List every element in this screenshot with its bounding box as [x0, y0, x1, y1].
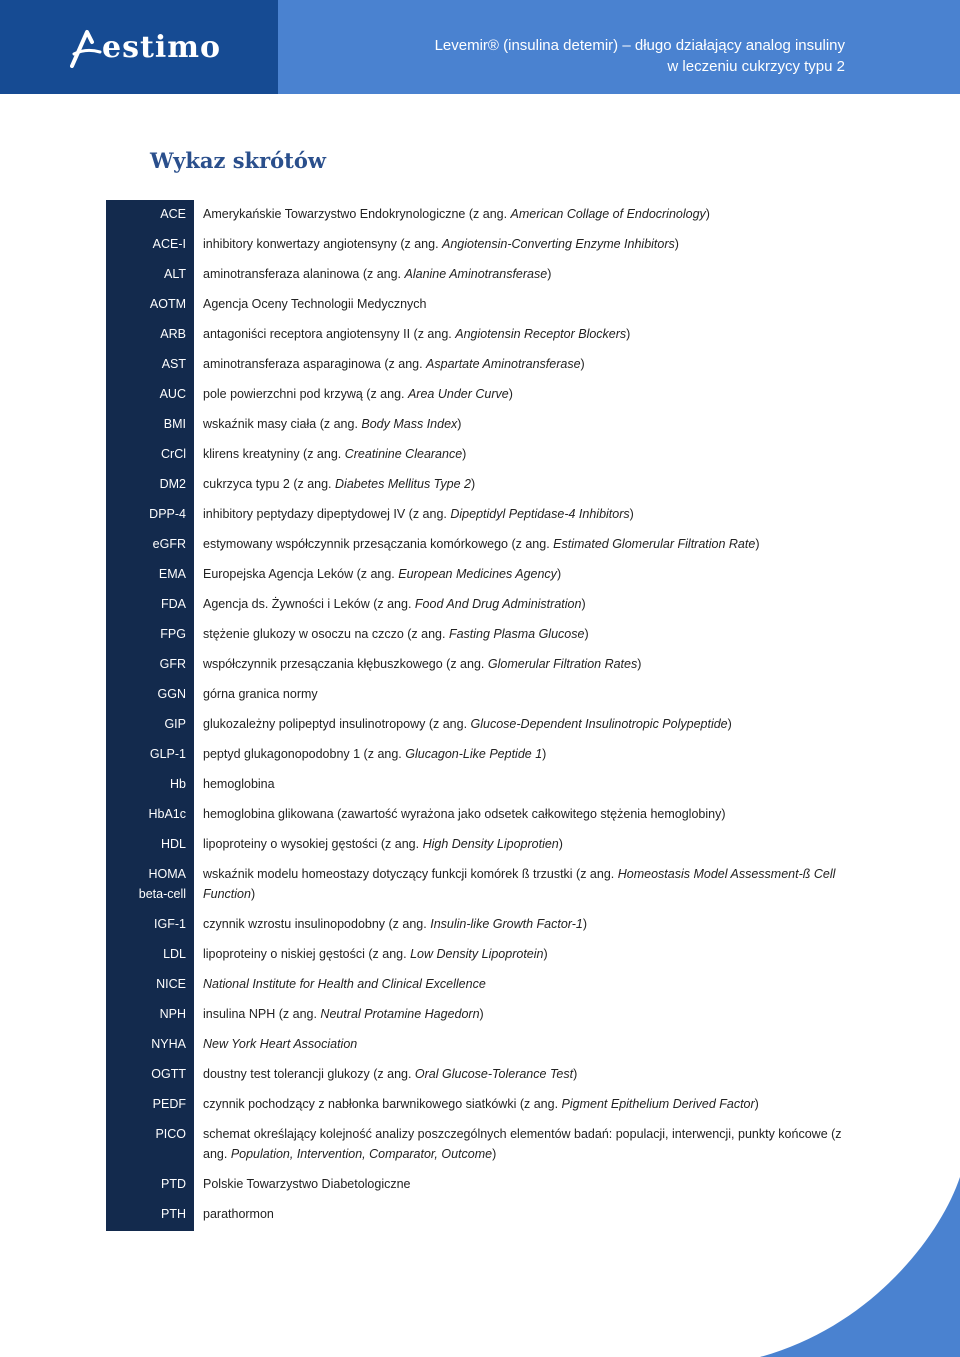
abbreviation-definition	[194, 200, 846, 224]
abbreviation-definition	[194, 680, 846, 704]
definition-english-term: Homeostasis Model Assessment-ß Cell Function	[203, 867, 836, 901]
abbreviation-term	[106, 410, 194, 434]
definition-closing-text: )	[626, 327, 631, 341]
abbreviation-row	[106, 530, 846, 560]
abbreviation-row	[106, 1000, 846, 1030]
abbreviation-row	[106, 1120, 846, 1170]
abbreviation-definition	[194, 590, 846, 614]
abbreviation-term-text: HOMA	[148, 867, 186, 881]
definition-polish-text: aminotransferaza asparaginowa (z ang.	[203, 357, 427, 371]
abbreviation-term-text: BMI	[163, 417, 186, 431]
definition-closing-text: )	[637, 657, 642, 671]
logo-mark-icon	[70, 28, 104, 68]
abbreviation-row	[106, 910, 846, 940]
definition-closing-text: )	[629, 507, 634, 521]
definition-english-term: Diabetes Mellitus Type 2	[335, 477, 471, 491]
definition-english-term: Low Density Lipoprotein	[410, 947, 544, 961]
abbreviation-row	[106, 940, 846, 970]
definition-closing-text: )	[492, 1147, 497, 1161]
abbreviation-row	[106, 740, 846, 770]
definition-polish-text: inhibitory peptydazy dipeptydowej IV (z ang.	[203, 507, 451, 521]
abbreviation-row	[106, 200, 846, 230]
abbreviation-term-text: AOTM	[149, 297, 186, 311]
abbreviation-term	[106, 1030, 194, 1054]
definition-polish-text: glukozależny polipeptyd insulinotropowy (z ang.	[203, 717, 471, 731]
abbreviation-term	[106, 650, 194, 674]
definition-polish-text: klirens kreatyniny (z ang.	[203, 447, 345, 461]
definition-polish-text: insulina NPH (z ang.	[203, 1007, 321, 1021]
definition-english-term: Fasting Plasma Glucose	[448, 627, 585, 641]
abbreviation-term	[106, 1090, 194, 1114]
abbreviation-term	[106, 200, 194, 224]
definition-english-term: Population, Intervention, Comparator, Outcome	[230, 1147, 493, 1161]
definition-closing-text: )	[755, 537, 760, 551]
definition-english-term: Oral Glucose-Tolerance Test	[414, 1067, 574, 1081]
abbreviation-definition	[194, 440, 846, 464]
abbreviation-term-text: ARB	[160, 327, 186, 341]
abbreviation-definition	[194, 1000, 846, 1024]
abbreviation-definition	[194, 530, 846, 554]
definition-polish-text: aminotransferaza alaninowa (z ang.	[203, 267, 405, 281]
definition-polish-text: czynnik wzrostu insulinopodobny (z ang.	[203, 917, 431, 931]
abbreviation-term-text: AUC	[159, 387, 186, 401]
definition-english-term: Angiotensin Receptor Blockers	[455, 327, 627, 341]
abbreviation-definition	[194, 410, 846, 434]
abbreviation-definition	[194, 1030, 846, 1054]
abbreviation-term-text: GGN	[157, 687, 186, 701]
abbreviation-row	[106, 290, 846, 320]
abbreviation-row	[106, 1060, 846, 1090]
abbreviation-row	[106, 320, 846, 350]
abbreviation-definition	[194, 500, 846, 524]
abbreviation-term	[106, 860, 194, 904]
abbreviation-row	[106, 590, 846, 620]
definition-polish-text: Agencja ds. Żywności i Leków (z ang.	[203, 597, 415, 611]
abbreviation-term	[106, 500, 194, 524]
abbreviation-term-text: HbA1c	[148, 807, 186, 821]
definition-polish-text: pole powierzchni pod krzywą (z ang.	[203, 387, 408, 401]
definition-english-term: Neutral Protamine Hagedorn	[320, 1007, 480, 1021]
definition-closing-text: )	[457, 417, 462, 431]
abbreviation-term	[106, 440, 194, 464]
definition-polish-text: stężenie glukozy w osoczu na czczo (z ang.	[203, 627, 449, 641]
definition-polish-text: Agencja Oceny Technologii Medycznych	[203, 297, 427, 311]
abbreviation-term	[106, 1200, 194, 1224]
definition-english-term: Pigment Epithelium Derived Factor	[561, 1097, 755, 1111]
header-title-line-1: Levemir® (insulina detemir) – długo działający analog insuliny	[434, 37, 845, 54]
abbreviation-term	[106, 230, 194, 254]
definition-polish-text: schemat określający kolejność analizy poszczególnych elementów badań: populacji, interwencji, punkty końcowe (z ang.	[203, 1127, 842, 1161]
abbreviation-row	[106, 350, 846, 380]
abbreviation-term	[106, 970, 194, 994]
definition-english-term: New York Heart Association	[203, 1037, 358, 1051]
definition-closing-text: )	[556, 567, 562, 581]
abbreviation-term-text: DM2	[159, 477, 186, 491]
abbreviation-term-text: GFR	[159, 657, 186, 671]
abbreviation-term	[106, 380, 194, 404]
abbreviation-term	[106, 620, 194, 644]
abbreviation-term	[106, 1120, 194, 1144]
definition-english-term: Glucose-Dependent Insulinotropic Polypeptide	[470, 717, 728, 731]
definition-polish-text: górna granica normy	[203, 687, 318, 701]
abbreviation-term-text-line-2: beta-cell	[138, 887, 186, 901]
abbreviation-term-text: PTD	[161, 1177, 186, 1191]
abbreviation-term-text: CrCl	[161, 447, 186, 461]
definition-closing-text: )	[727, 717, 732, 731]
abbreviation-row	[106, 710, 846, 740]
logo-panel	[0, 0, 278, 94]
abbreviation-definition	[194, 970, 846, 994]
abbreviation-term	[106, 800, 194, 824]
abbreviation-row	[106, 650, 846, 680]
abbreviation-definition	[194, 770, 846, 794]
abbreviation-term-text: OGTT	[151, 1067, 186, 1081]
definition-polish-text: parathormon	[203, 1207, 274, 1221]
abbreviation-row	[106, 1200, 846, 1230]
definition-english-term: Aspartate Aminotransferase	[426, 357, 581, 371]
abbreviation-term-text: HDL	[160, 837, 186, 851]
abbreviation-definition	[194, 260, 846, 284]
header-title-line-2: w leczeniu cukrzycy typu 2	[667, 58, 845, 75]
abbreviation-term-text: NPH	[159, 1007, 186, 1021]
abbreviation-term	[106, 740, 194, 764]
definition-polish-text: wskaźnik masy ciała (z ang.	[203, 417, 362, 431]
abbreviation-row	[106, 470, 846, 500]
abbreviation-term	[106, 770, 194, 794]
definition-english-term: High Density Lipoprotien	[422, 837, 559, 851]
abbreviation-definition	[194, 800, 846, 824]
abbreviation-term-text: EMA	[158, 567, 186, 581]
definition-english-term: Creatinine Clearance	[344, 447, 463, 461]
definition-polish-text: estymowany współczynnik przesączania komórkowego (z ang.	[203, 537, 554, 551]
definition-closing-text: )	[508, 387, 513, 401]
abbreviation-term	[106, 1170, 194, 1194]
abbreviation-term	[106, 830, 194, 854]
abbreviation-term-text: NYHA	[151, 1037, 186, 1051]
abbreviation-term-text: Hb	[170, 777, 186, 791]
abbreviation-definition	[194, 940, 846, 964]
definition-closing-text: )	[582, 917, 587, 931]
definition-closing-text: )	[479, 1007, 484, 1021]
definition-english-term: Dipeptidyl Peptidase-4 Inhibitors	[450, 507, 630, 521]
abbreviation-definition	[194, 560, 846, 584]
definition-english-term: Angiotensin-Converting Enzyme Inhibitors	[442, 237, 675, 251]
definition-english-term: Body Mass Index	[361, 417, 458, 431]
abbreviation-row	[106, 860, 846, 910]
abbreviation-definition	[194, 230, 846, 254]
definition-polish-text: współczynnik przesączania kłębuszkowego (z ang.	[203, 657, 488, 671]
abbreviation-term-text: eGFR	[152, 537, 186, 551]
definition-polish-text: peptyd glukagonopodobny 1 (z ang.	[203, 747, 406, 761]
abbreviation-term	[106, 350, 194, 374]
document-header-title	[435, 35, 845, 77]
abbreviation-definition	[194, 380, 846, 404]
definition-polish-text: doustny test tolerancji glukozy (z ang.	[203, 1067, 415, 1081]
abbreviation-term	[106, 940, 194, 964]
definition-closing-text: )	[580, 357, 585, 371]
definition-closing-text: )	[470, 477, 476, 491]
abbreviation-term	[106, 1060, 194, 1084]
abbreviation-term	[106, 910, 194, 934]
abbreviation-table	[106, 200, 846, 1230]
abbreviation-term-text: ACE	[160, 207, 186, 221]
abbreviation-term-text: ALT	[164, 267, 186, 281]
abbreviation-definition	[194, 860, 846, 904]
definition-english-term: Estimated Glomerular Filtration Rate	[553, 537, 756, 551]
abbreviation-row	[106, 380, 846, 410]
abbreviation-definition	[194, 710, 846, 734]
definition-closing-text: )	[584, 627, 589, 641]
abbreviation-definition	[194, 320, 846, 344]
definition-english-term: Area Under Curve	[407, 387, 509, 401]
definition-closing-text: )	[674, 237, 679, 251]
abbreviation-term-text: PICO	[155, 1127, 186, 1141]
abbreviation-row	[106, 1170, 846, 1200]
abbreviation-row	[106, 970, 846, 1000]
abbreviation-term-text: NICE	[156, 977, 186, 991]
abbreviation-row	[106, 620, 846, 650]
abbreviation-term	[106, 590, 194, 614]
definition-polish-text: Europejska Agencja Leków (z ang.	[203, 567, 399, 581]
abbreviation-row	[106, 260, 846, 290]
abbreviation-term-text: AST	[161, 357, 186, 371]
page-number: 8	[834, 1239, 866, 1295]
definition-closing-text: )	[581, 597, 586, 611]
definition-polish-text: antagoniści receptora angiotensyny II (z ang.	[203, 327, 456, 341]
definition-english-term: European Medicines Agency	[398, 567, 557, 581]
abbreviation-definition	[194, 1090, 846, 1114]
abbreviation-definition	[194, 1060, 846, 1084]
abbreviation-term	[106, 260, 194, 284]
abbreviation-row	[106, 800, 846, 830]
abbreviation-row	[106, 560, 846, 590]
abbreviation-definition	[194, 350, 846, 374]
abbreviation-row	[106, 1090, 846, 1120]
abbreviation-row	[106, 680, 846, 710]
abbreviation-definition	[194, 1200, 846, 1224]
abbreviation-definition	[194, 1170, 846, 1194]
abbreviation-term-text: GLP-1	[149, 747, 186, 761]
abbreviation-row	[106, 440, 846, 470]
abbreviation-definition	[194, 910, 846, 934]
definition-closing-text: )	[543, 947, 548, 961]
abbreviation-definition	[194, 1120, 846, 1164]
definition-polish-text: czynnik pochodzący z nabłonka barwnikowego siatkówki (z ang.	[203, 1097, 562, 1111]
abbreviation-row	[106, 1030, 846, 1060]
abbreviation-definition	[194, 740, 846, 764]
definition-english-term: Insulin-like Growth Factor-1	[430, 917, 583, 931]
definition-english-term: National Institute for Health and Clinical Excellence	[203, 977, 486, 991]
definition-polish-text: Amerykańskie Towarzystwo Endokrynologiczne (z ang.	[203, 207, 511, 221]
definition-closing-text: )	[573, 1067, 578, 1081]
definition-closing-text: )	[250, 887, 256, 901]
definition-english-term: Alanine Aminotransferase	[404, 267, 548, 281]
abbreviation-term	[106, 290, 194, 314]
abbreviation-definition	[194, 830, 846, 854]
brand-name: estimo	[102, 30, 221, 65]
abbreviation-definition	[194, 470, 846, 494]
abbreviation-term-text: PEDF	[152, 1097, 186, 1111]
abbreviation-term-text: PTH	[161, 1207, 186, 1221]
abbreviation-term	[106, 1000, 194, 1024]
definition-polish-text: lipoproteiny o niskiej gęstości (z ang.	[203, 947, 411, 961]
abbreviation-definition	[194, 650, 846, 674]
definition-polish-text: cukrzyca typu 2 (z ang.	[203, 477, 336, 491]
definition-closing-text: )	[542, 747, 547, 761]
abbreviation-term-text: FPG	[160, 627, 186, 641]
abbreviation-term-text: DPP-4	[149, 507, 186, 521]
abbreviation-row	[106, 830, 846, 860]
definition-polish-text: wskaźnik modelu homeostazy dotyczący funkcji komórek ß trzustki (z ang.	[203, 867, 618, 881]
abbreviation-term-text: IGF-1	[154, 917, 186, 931]
definition-english-term: Glomerular Filtration Rates	[487, 657, 638, 671]
abbreviation-term-text: GIP	[164, 717, 186, 731]
abbreviation-row	[106, 770, 846, 800]
definition-english-term: Food And Drug Administration	[414, 597, 582, 611]
abbreviation-term	[106, 710, 194, 734]
definition-polish-text: Polskie Towarzystwo Diabetologiczne	[203, 1177, 411, 1191]
abbreviation-term-text: FDA	[161, 597, 186, 611]
definition-closing-text: )	[462, 447, 467, 461]
abbreviation-term-text: LDL	[163, 947, 186, 961]
definition-closing-text: )	[705, 207, 710, 221]
page-title: Wykaz skrótów	[150, 148, 326, 173]
definition-english-term: American Collage of Endocrinology	[510, 207, 706, 221]
abbreviation-term	[106, 530, 194, 554]
definition-polish-text: lipoproteiny o wysokiej gęstości (z ang.	[203, 837, 423, 851]
abbreviation-row	[106, 230, 846, 260]
definition-closing-text: )	[558, 837, 563, 851]
abbreviation-term	[106, 560, 194, 584]
abbreviation-definition	[194, 290, 846, 314]
definition-closing-text: )	[547, 267, 552, 281]
definition-closing-text: )	[754, 1097, 759, 1111]
definition-polish-text: inhibitory konwertazy angiotensyny (z ang.	[203, 237, 443, 251]
abbreviation-row	[106, 410, 846, 440]
definition-polish-text: hemoglobina glikowana (zawartość wyrażona jako odsetek całkowitego stężenia hemoglobiny)	[203, 807, 726, 821]
abbreviation-term	[106, 470, 194, 494]
abbreviation-definition	[194, 620, 846, 644]
abbreviation-row	[106, 500, 846, 530]
abbreviation-term	[106, 320, 194, 344]
abbreviation-term	[106, 680, 194, 704]
definition-english-term: Glucagon-Like Peptide 1	[405, 747, 543, 761]
definition-polish-text: hemoglobina	[203, 777, 275, 791]
abbreviation-term-text: ACE-I	[152, 237, 186, 251]
